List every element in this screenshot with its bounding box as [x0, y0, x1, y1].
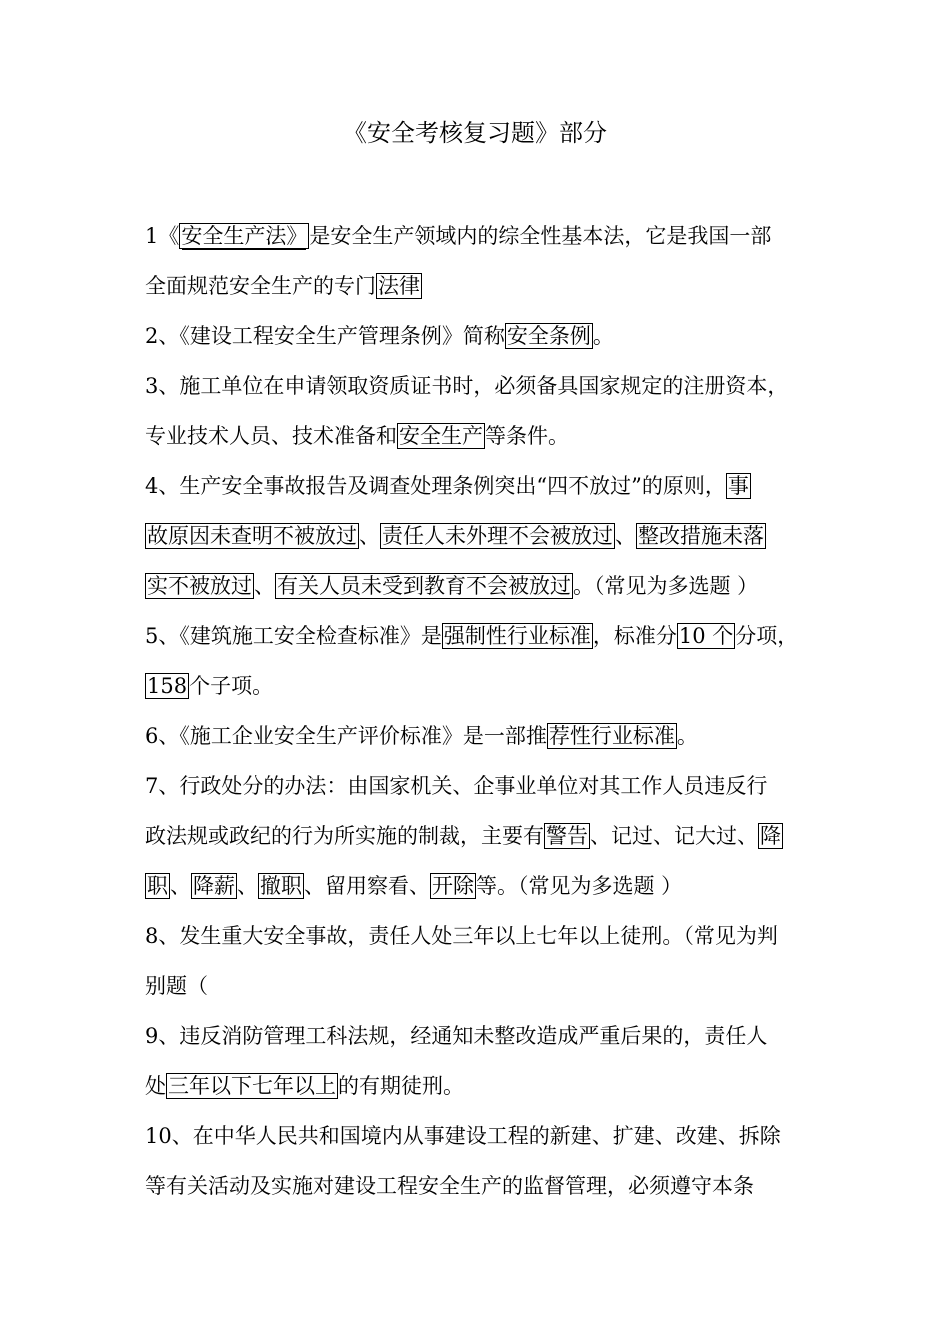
question-1-line-2: 全面规范安全生产的专门法律 — [145, 274, 420, 298]
answer-box: 荐性行业标准 — [548, 724, 675, 748]
question-7-line-2: 政法规或政纪的行为所实施的制裁，主要有警告、记过、记大过、降 — [145, 824, 781, 848]
question-4-line-2: 故原因未查明不被放过、责任人未外理不会被放过、整改措施未落 — [147, 524, 764, 548]
answer-box: 职 — [147, 874, 168, 898]
answer-box: 故原因未查明不被放过 — [147, 524, 357, 548]
question-8-line-1: 8、发生重大安全事故，责任人处三年以上七年以上徒刑。（常见为判 — [145, 924, 778, 948]
document-title: 《安全考核复习题》部分 — [343, 119, 607, 147]
answer-box: 警告 — [546, 824, 588, 848]
question-9-line-1: 9、违反消防管理工科法规，经通知未整改造成严重后果的，责任人 — [145, 1024, 768, 1048]
answer-box: 开除 — [432, 874, 474, 898]
answer-box: 撤职 — [260, 874, 302, 898]
question-2-line-1: 2、《建设工程安全生产管理条例》简称安全条例。 — [145, 324, 614, 348]
question-4-line-3: 实不被放过、有关人员未受到教育不会被放过。（常见为多选题 ） — [147, 574, 759, 598]
question-7-line-1: 7、行政处分的办法：由国家机关、企事业单位对其工作人员违反行 — [145, 774, 768, 798]
answer-box: 三年以下七年以上 — [168, 1074, 336, 1098]
question-5-line-2: 158个子项。 — [147, 674, 274, 698]
question-6-line-1: 6、《施工企业安全生产评价标准》是一部推荐性行业标准。 — [145, 724, 698, 748]
answer-box: 158 — [147, 674, 188, 698]
question-7-line-3: 职、降薪、撤职、留用察看、开除等。（常见为多选题 ） — [147, 874, 683, 898]
question-8-line-2: 别题（ — [145, 974, 208, 998]
answer-box: 事 — [727, 474, 749, 498]
question-10-line-1: 10、在中华人民共和国境内从事建设工程的新建、扩建、改建、拆除 — [145, 1124, 781, 1148]
answer-box: 安全条例 — [506, 324, 591, 348]
question-10-line-2: 等有关活动及实施对建设工程安全生产的监督管理，必须遵守本条 — [145, 1174, 754, 1198]
answer-box: 法律 — [378, 274, 420, 298]
answer-box: 降薪 — [193, 874, 235, 898]
question-5-line-1: 5、《建筑施工安全检查标准》是强制性行业标准，标准分10 个分项， — [145, 624, 799, 648]
question-9-line-2: 处三年以下七年以上的有期徒刑。 — [145, 1074, 464, 1098]
answer-box: 安全生产 — [399, 424, 483, 448]
answer-box: 有关人员未受到教育不会被放过 — [277, 574, 571, 598]
answer-box: 降 — [760, 824, 781, 848]
answer-box: 安全生产法》 — [181, 224, 308, 248]
question-3-line-1: 3、施工单位在申请领取资质证书时，必须备具国家规定的注册资本， — [145, 374, 789, 398]
answer-box: 强制性行业标准 — [443, 624, 591, 648]
answer-box: 整改措施未落 — [638, 524, 764, 548]
answer-box: 实不被放过 — [147, 574, 252, 598]
question-4-line-1: 4、生产安全事故报告及调查处理条例突出“四不放过”的原则，事 — [145, 474, 749, 498]
question-3-line-2: 专业技术人员、技术准备和安全生产等条件。 — [145, 424, 569, 448]
answer-box: 责任人未外理不会被放过 — [382, 524, 613, 548]
question-1-line-1: 1《安全生产法》是安全生产领域内的综全性基本法，它是我国一部 — [145, 224, 772, 248]
answer-box: 10 个 — [678, 624, 734, 648]
